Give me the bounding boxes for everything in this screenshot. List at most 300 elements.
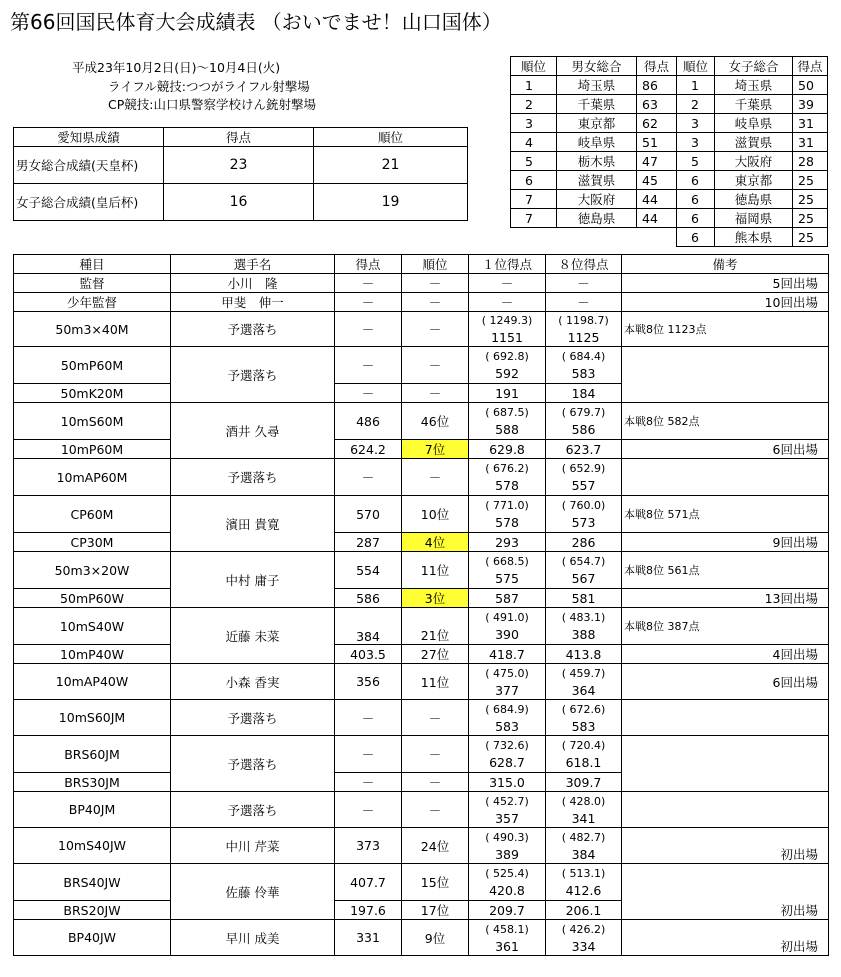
prefecture-women: 岐阜県: [715, 114, 793, 133]
rank-highlighted: 4位: [402, 533, 469, 552]
rank-overall: 3: [511, 114, 557, 133]
player-name: 中川 芹菜: [171, 828, 335, 864]
ranking-row: [511, 190, 828, 209]
note: 4回出場: [622, 645, 829, 664]
rank: 11位: [402, 664, 469, 700]
player-name: 小川 隆: [171, 274, 335, 293]
eighth-score-qual: 567: [571, 571, 596, 586]
eighth-score-qual: 388: [571, 627, 596, 642]
first-score-final: ( 732.6): [485, 739, 529, 752]
prefecture-women: 滋賀県: [715, 133, 793, 152]
event-name: 10mS60JM: [14, 700, 171, 736]
results-header: 選手名: [171, 255, 335, 274]
rank-women: 5: [677, 152, 715, 171]
rank: 17位: [402, 901, 469, 920]
rank: －: [402, 700, 469, 736]
rank-women: 6: [677, 228, 715, 247]
note: [622, 736, 829, 792]
first-score-qual: 1151: [491, 330, 523, 345]
player-name: 早川 成美: [171, 920, 335, 956]
event-name: BP40JM: [14, 792, 171, 828]
results-header: 備考: [622, 255, 829, 274]
first-score-qual: 361: [495, 938, 519, 954]
score: 586: [335, 589, 402, 608]
event-name: BP40JW: [14, 920, 171, 956]
first-score-final: ( 771.0): [485, 499, 529, 512]
eighth-score: [546, 496, 622, 533]
aichi-row-score: 16: [164, 184, 314, 221]
event-dates: 平成23年10月2日(日)～10月4日(火): [72, 60, 281, 75]
eighth-score-qual: 334: [571, 938, 596, 954]
eighth-score: －: [546, 274, 622, 293]
event-name: BRS60JM: [14, 736, 171, 773]
result-row: [14, 533, 829, 552]
aichi-header-rank: 順位: [314, 128, 468, 147]
eighth-score-final: ( 654.7): [561, 555, 606, 568]
result-row: [14, 293, 829, 312]
aichi-row-label: 男女総合成績(天皇杯): [14, 147, 164, 184]
eighth-score-qual: 364: [571, 682, 596, 698]
rank-women: 3: [677, 133, 715, 152]
eighth-score-final: ( 1198.7): [558, 314, 609, 327]
eighth-score-qual: 341: [571, 810, 596, 826]
note: 本戦8位 1123点: [622, 312, 829, 347]
prefecture-women: 埼玉県: [715, 76, 793, 95]
first-score: [469, 864, 546, 901]
ranking-row: [511, 228, 828, 247]
first-score-qual: 389: [495, 846, 519, 862]
eighth-score-qual: 412.6: [565, 883, 602, 898]
note: 本戦8位 582点: [622, 403, 829, 440]
result-row: [14, 736, 829, 773]
eighth-score-final: ( 426.2): [561, 922, 606, 936]
rank-overall: 1: [511, 76, 557, 95]
event-name: 10mS40W: [14, 608, 171, 645]
player-name: 中村 庸子: [171, 552, 335, 608]
score-women: 31: [793, 133, 828, 152]
score: 554: [335, 552, 402, 589]
result-row: [14, 496, 829, 533]
eighth-score: [546, 552, 622, 589]
rank-women: 2: [677, 95, 715, 114]
result-row: [14, 700, 829, 736]
rank: 11位: [402, 552, 469, 589]
first-score: [469, 312, 546, 347]
first-score-qual: 628.7: [489, 755, 525, 770]
score-women: 25: [793, 228, 828, 247]
rank-overall: 4: [511, 133, 557, 152]
result-row: [14, 864, 829, 901]
result-row: [14, 403, 829, 440]
note: 5回出場: [622, 274, 829, 293]
rank: 10位: [402, 496, 469, 533]
score: －: [335, 700, 402, 736]
prefecture-overall: 徳島県: [557, 209, 637, 228]
rank-women: 6: [677, 171, 715, 190]
prefecture-overall: 埼玉県: [557, 76, 637, 95]
score: －: [335, 384, 402, 403]
ranking-header: 男女総合: [557, 57, 637, 76]
first-score: [469, 496, 546, 533]
eighth-score-final: ( 428.0): [561, 794, 606, 808]
first-score: [469, 828, 546, 864]
result-row: [14, 347, 829, 384]
score: 356: [335, 664, 402, 700]
rank: －: [402, 792, 469, 828]
rank: －: [402, 384, 469, 403]
event-name: CP60M: [14, 496, 171, 533]
eighth-score-final: ( 720.4): [561, 739, 606, 752]
result-row: [14, 792, 829, 828]
score-overall: [637, 228, 677, 247]
rank-women: 3: [677, 114, 715, 133]
eighth-score-final: ( 483.1): [561, 611, 606, 624]
eighth-score: 286: [546, 533, 622, 552]
player-name: 予選落ち: [171, 312, 335, 347]
prefecture-women: 徳島県: [715, 190, 793, 209]
score: －: [335, 792, 402, 828]
score-women: 39: [793, 95, 828, 114]
cp-venue: CP競技:山口県警察学校けん銃射撃場: [108, 97, 316, 112]
results-header: 得点: [335, 255, 402, 274]
prefecture-women: 東京都: [715, 171, 793, 190]
first-score-final: ( 458.1): [485, 922, 529, 936]
aichi-summary-table: [13, 127, 468, 221]
aichi-header-score: 得点: [164, 128, 314, 147]
note: 6回出場: [622, 664, 829, 700]
rank: －: [402, 736, 469, 773]
eighth-score-qual: 1125: [567, 330, 600, 345]
rank-overall: 6: [511, 171, 557, 190]
score-women: 28: [793, 152, 828, 171]
note: 13回出場: [622, 589, 829, 608]
eighth-score-final: ( 679.7): [561, 406, 606, 419]
rank: 24位: [402, 828, 469, 864]
rank: －: [402, 293, 469, 312]
player-name: 小森 香実: [171, 664, 335, 700]
note: [622, 792, 829, 828]
score: －: [335, 736, 402, 773]
score: 331: [335, 920, 402, 956]
score-overall: 44: [637, 209, 677, 228]
rank: －: [402, 459, 469, 496]
score: 486: [335, 403, 402, 440]
result-row: [14, 608, 829, 645]
result-row: [14, 274, 829, 293]
player-name: 佐藤 伶華: [171, 864, 335, 920]
score: 407.7: [335, 864, 402, 901]
event-name: 10mAP60M: [14, 459, 171, 496]
eighth-score: [546, 312, 622, 347]
result-row: [14, 589, 829, 608]
eighth-score-final: ( 513.1): [561, 867, 606, 880]
eighth-score-qual: 557: [571, 478, 596, 493]
eighth-score-final: ( 459.7): [561, 666, 606, 680]
first-score: [469, 459, 546, 496]
event-name: 10mP40W: [14, 645, 171, 664]
rank: 21位: [402, 608, 469, 645]
first-score-qual: 390: [495, 627, 519, 642]
first-score: 418.7: [469, 645, 546, 664]
prefecture-overall: 千葉県: [557, 95, 637, 114]
first-score-qual: 583: [495, 718, 519, 734]
score-overall: 45: [637, 171, 677, 190]
first-score-qual: 578: [495, 478, 519, 493]
rank-women: 6: [677, 209, 715, 228]
score: 403.5: [335, 645, 402, 664]
results-table: [13, 254, 829, 956]
score: 384: [335, 608, 402, 645]
eighth-score: [546, 403, 622, 440]
event-name: CP30M: [14, 533, 171, 552]
eighth-score: [546, 828, 622, 864]
score-overall: 44: [637, 190, 677, 209]
first-score: [469, 920, 546, 956]
player-name: 濱田 貴寛: [171, 496, 335, 552]
note: 本戦8位 571点: [622, 496, 829, 533]
score: －: [335, 459, 402, 496]
player-name: 近藤 未菜: [171, 608, 335, 664]
player-name: 予選落ち: [171, 347, 335, 403]
aichi-row-rank: 19: [314, 184, 468, 221]
result-row: [14, 440, 829, 459]
score-overall: 63: [637, 95, 677, 114]
first-score: 209.7: [469, 901, 546, 920]
first-score: [469, 664, 546, 700]
eighth-score: [546, 608, 622, 645]
score: 570: [335, 496, 402, 533]
result-row: [14, 828, 829, 864]
eighth-score: [546, 864, 622, 901]
note: 初出場: [622, 920, 829, 956]
prefecture-women: 熊本県: [715, 228, 793, 247]
first-score-final: ( 687.5): [485, 406, 529, 419]
rank: －: [402, 312, 469, 347]
score: 624.2: [335, 440, 402, 459]
eighth-score: －: [546, 293, 622, 312]
note: [622, 347, 829, 403]
eighth-score-qual: 618.1: [565, 755, 602, 770]
event-name: 10mS60M: [14, 403, 171, 440]
score: 373: [335, 828, 402, 864]
first-score-qual: 575: [495, 571, 519, 586]
note: 6回出場: [622, 440, 829, 459]
ranking-header: 順位: [511, 57, 557, 76]
rank-overall: 7: [511, 190, 557, 209]
first-score: 587: [469, 589, 546, 608]
eighth-score: [546, 664, 622, 700]
eighth-score-qual: 583: [571, 718, 596, 734]
rank: －: [402, 773, 469, 792]
score: 197.6: [335, 901, 402, 920]
score-women: 31: [793, 114, 828, 133]
event-name: 監督: [14, 274, 171, 293]
event-name: 50m3×20W: [14, 552, 171, 589]
result-row: [14, 645, 829, 664]
ranking-row: [511, 133, 828, 152]
player-name: 酒井 久尋: [171, 403, 335, 459]
first-score: [469, 700, 546, 736]
score-overall: 62: [637, 114, 677, 133]
rank-overall: [511, 228, 557, 247]
prefecture-women: 福岡県: [715, 209, 793, 228]
first-score: 191: [469, 384, 546, 403]
result-row: [14, 312, 829, 347]
rank-women: 6: [677, 190, 715, 209]
ranking-row: [511, 95, 828, 114]
score: 287: [335, 533, 402, 552]
event-name: 50mP60M: [14, 347, 171, 384]
prefecture-overall: 滋賀県: [557, 171, 637, 190]
first-score: [469, 403, 546, 440]
first-score-qual: 377: [495, 682, 519, 698]
aichi-row-score: 23: [164, 147, 314, 184]
ranking-row: [511, 114, 828, 133]
note: 初出場: [622, 864, 829, 920]
eighth-score: 184: [546, 384, 622, 403]
rank-overall: 7: [511, 209, 557, 228]
first-score: －: [469, 274, 546, 293]
first-score: 293: [469, 533, 546, 552]
score-women: 25: [793, 171, 828, 190]
first-score-qual: 420.8: [489, 883, 525, 898]
eighth-score: [546, 736, 622, 773]
rank: 46位: [402, 403, 469, 440]
note: [622, 700, 829, 736]
aichi-row: [14, 147, 468, 184]
eighth-score-qual: 573: [571, 515, 596, 530]
first-score-final: ( 491.0): [485, 611, 529, 624]
prefecture-overall: 東京都: [557, 114, 637, 133]
score-women: 50: [793, 76, 828, 95]
note: 本戦8位 387点: [622, 608, 829, 645]
ranking-header: 順位: [677, 57, 715, 76]
first-score: [469, 608, 546, 645]
first-score: [469, 792, 546, 828]
result-row: [14, 459, 829, 496]
first-score-qual: 578: [495, 515, 519, 530]
player-name: 予選落ち: [171, 459, 335, 496]
note: [622, 459, 829, 496]
first-score: [469, 736, 546, 773]
rank-women: 1: [677, 76, 715, 95]
eighth-score-final: ( 482.7): [561, 830, 606, 844]
player-name: 予選落ち: [171, 736, 335, 792]
page-title: 第66回国民体育大会成績表 （おいでませ！山口国体）: [10, 10, 502, 34]
eighth-score-qual: 586: [571, 422, 596, 437]
score: －: [335, 312, 402, 347]
eighth-score: 413.8: [546, 645, 622, 664]
eighth-score-qual: 384: [571, 846, 596, 862]
prefecture-overall: 岐阜県: [557, 133, 637, 152]
eighth-score: [546, 347, 622, 384]
player-name: 予選落ち: [171, 700, 335, 736]
first-score: －: [469, 293, 546, 312]
result-row: [14, 552, 829, 589]
event-name: 50m3×40M: [14, 312, 171, 347]
results-header: 順位: [402, 255, 469, 274]
aichi-row: [14, 184, 468, 221]
aichi-row-label: 女子総合成績(皇后杯): [14, 184, 164, 221]
first-score-final: ( 475.0): [485, 666, 529, 680]
ranking-header: 得点: [793, 57, 828, 76]
eighth-score-final: ( 684.4): [561, 350, 606, 363]
prefecture-women: 千葉県: [715, 95, 793, 114]
prefecture-overall: [557, 228, 637, 247]
eighth-score-final: ( 672.6): [561, 702, 606, 716]
results-header: ８位得点: [546, 255, 622, 274]
rank: 9位: [402, 920, 469, 956]
player-name: 甲斐 伸一: [171, 293, 335, 312]
event-name: BRS20JW: [14, 901, 171, 920]
rank: －: [402, 347, 469, 384]
eighth-score: [546, 700, 622, 736]
rank-highlighted: 3位: [402, 589, 469, 608]
score-women: 25: [793, 209, 828, 228]
results-header: １位得点: [469, 255, 546, 274]
first-score-final: ( 684.9): [485, 702, 529, 716]
aichi-header-label: 愛知県成績: [14, 128, 164, 147]
result-row: [14, 664, 829, 700]
first-score-final: ( 452.7): [485, 794, 529, 808]
first-score: [469, 552, 546, 589]
event-name: 少年監督: [14, 293, 171, 312]
score: －: [335, 274, 402, 293]
prefecture-overall: 栃木県: [557, 152, 637, 171]
first-score-qual: 592: [495, 366, 519, 381]
score: －: [335, 293, 402, 312]
ranking-body: [511, 76, 828, 247]
event-name: 10mP60M: [14, 440, 171, 459]
eighth-score: [546, 920, 622, 956]
rank: －: [402, 274, 469, 293]
score: －: [335, 773, 402, 792]
first-score: [469, 347, 546, 384]
rank-overall: 2: [511, 95, 557, 114]
eighth-score: [546, 459, 622, 496]
event-name: BRS40JW: [14, 864, 171, 901]
rifle-venue: ライフル競技:つつがライフル射撃場: [108, 79, 310, 94]
result-row: [14, 920, 829, 956]
note: 10回出場: [622, 293, 829, 312]
prefecture-women: 大阪府: [715, 152, 793, 171]
aichi-row-rank: 21: [314, 147, 468, 184]
first-score-final: ( 525.4): [485, 867, 529, 880]
first-score-final: ( 490.3): [485, 830, 529, 844]
note: 9回出場: [622, 533, 829, 552]
eighth-score: [546, 792, 622, 828]
rank-highlighted: 7位: [402, 440, 469, 459]
eighth-score: 206.1: [546, 901, 622, 920]
event-name: 50mP60W: [14, 589, 171, 608]
eighth-score-final: ( 760.0): [561, 499, 606, 512]
rank-overall: 5: [511, 152, 557, 171]
first-score: 629.8: [469, 440, 546, 459]
eighth-score-final: ( 652.9): [561, 462, 606, 475]
first-score-final: ( 676.2): [485, 462, 529, 475]
eighth-score: 623.7: [546, 440, 622, 459]
event-name: BRS30JM: [14, 773, 171, 792]
event-name: 10mS40JW: [14, 828, 171, 864]
score-women: 25: [793, 190, 828, 209]
first-score-final: ( 1249.3): [481, 314, 533, 327]
score-overall: 47: [637, 152, 677, 171]
eighth-score-qual: 583: [571, 366, 596, 381]
first-score-final: ( 668.5): [485, 555, 529, 568]
eighth-score: 309.7: [546, 773, 622, 792]
rank: 27位: [402, 645, 469, 664]
score-overall: 86: [637, 76, 677, 95]
